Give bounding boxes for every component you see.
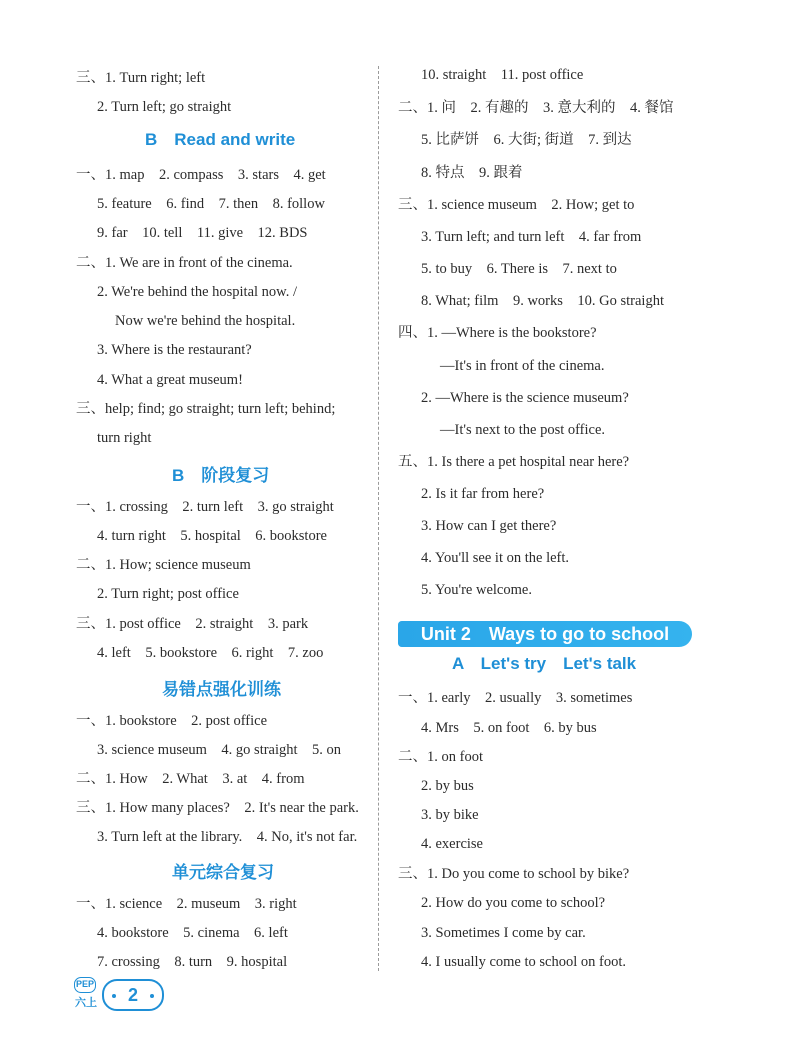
answer-line: 3. by bike — [421, 807, 479, 823]
answer-line: 3. Turn left; and turn left 4. far from — [421, 229, 642, 245]
dot-icon — [112, 994, 116, 998]
answer-line: 8. 特点 9. 跟着 — [421, 165, 523, 181]
answer-line: 3. science museum 4. go straight 5. on — [97, 742, 342, 758]
answer-line: 2. —Where is the science museum? — [421, 390, 629, 406]
answer-line: 2. How do you come to school? — [421, 895, 606, 911]
section-heading-error-training: 易错点强化训练 — [162, 680, 281, 699]
unit-banner: Unit 2 Ways to go to school — [398, 621, 692, 647]
answer-line: 4. What a great museum! — [97, 372, 243, 388]
answer-line: 3. Turn left at the library. 4. No, it's not far. — [97, 829, 358, 845]
column-divider — [378, 66, 379, 971]
answer-line: —It's next to the post office. — [440, 422, 606, 438]
answer-line: 5. 比萨饼 6. 大街; 街道 7. 到达 — [421, 132, 632, 148]
answer-line: 一、1. map 2. compass 3. stars 4. get — [76, 167, 326, 183]
answer-line: 2. Is it far from here? — [421, 486, 545, 502]
answer-line: 3. Where is the restaurant? — [97, 342, 252, 358]
answer-line: 4. exercise — [421, 836, 483, 852]
answer-line: 三、help; find; go straight; turn left; behind; — [76, 401, 336, 417]
answer-line: 4. Mrs 5. on foot 6. by bus — [421, 720, 597, 736]
answer-line: 3. How can I get there? — [421, 518, 557, 534]
section-heading-b-stage-review: B 阶段复习 — [172, 466, 270, 485]
answer-line: —It's in front of the cinema. — [440, 358, 605, 374]
answer-line: 7. crossing 8. turn 9. hospital — [97, 954, 288, 970]
answer-line: 2. by bus — [421, 778, 474, 794]
answer-line: 5. You're welcome. — [421, 582, 532, 598]
answer-line: 9. far 10. tell 11. give 12. BDS — [97, 225, 308, 241]
answer-line: 三、1. How many places? 2. It's near the park. — [76, 800, 359, 816]
answer-line: 一、1. crossing 2. turn left 3. go straight — [76, 499, 334, 515]
answer-line: 4. I usually come to school on foot. — [421, 954, 626, 970]
answer-line: 2. Turn left; go straight — [97, 99, 232, 115]
answer-line: 10. straight 11. post office — [421, 67, 584, 83]
answer-line: 5. feature 6. find 7. then 8. follow — [97, 196, 325, 212]
answer-line: 二、1. 问 2. 有趣的 3. 意大利的 4. 餐馆 — [398, 100, 674, 116]
answer-line: 二、1. How; science museum — [76, 557, 251, 573]
answer-line: 二、1. We are in front of the cinema. — [76, 255, 293, 271]
page-number-pill — [102, 979, 164, 1011]
answer-line: 3. Sometimes I come by car. — [421, 925, 586, 941]
pep-logo: PEP — [74, 977, 96, 993]
answer-line: 四、1. —Where is the bookstore? — [398, 325, 597, 341]
answer-line: 三、1. science museum 2. How; get to — [398, 197, 635, 213]
answer-line: 2. We're behind the hospital now. / — [97, 284, 297, 300]
section-heading-b-read-and-write: B Read and write — [145, 130, 296, 149]
answer-line: 三、1. Turn right; left — [76, 70, 206, 86]
answer-line: 8. What; film 9. works 10. Go straight — [421, 293, 664, 309]
answer-line: 2. Turn right; post office — [97, 586, 239, 602]
answer-line: 一、1. bookstore 2. post office — [76, 713, 268, 729]
answer-line: 一、1. early 2. usually 3. sometimes — [398, 690, 633, 706]
page-number: 2 — [127, 985, 138, 1005]
answer-line: 三、1. post office 2. straight 3. park — [76, 616, 309, 632]
answer-line: 二、1. How 2. What 3. at 4. from — [76, 771, 305, 787]
answer-line: Now we're behind the hospital. — [115, 313, 296, 329]
section-heading-unit-review: 单元综合复习 — [172, 863, 274, 882]
dot-icon — [150, 994, 154, 998]
answer-line: 五、1. Is there a pet hospital near here? — [398, 454, 630, 470]
answer-line: turn right — [97, 430, 152, 446]
answer-line: 一、1. science 2. museum 3. right — [76, 896, 297, 912]
answer-line: 二、1. on foot — [398, 749, 483, 765]
answer-line: 4. turn right 5. hospital 6. bookstore — [97, 528, 327, 544]
answer-line: 4. left 5. bookstore 6. right 7. zoo — [97, 645, 324, 661]
grade-label: 六上 — [75, 997, 97, 1009]
answer-line: 4. bookstore 5. cinema 6. left — [97, 925, 288, 941]
answer-line: 4. You'll see it on the left. — [421, 550, 570, 566]
answer-line: 5. to buy 6. There is 7. next to — [421, 261, 617, 277]
answer-line: 三、1. Do you come to school by bike? — [398, 866, 630, 882]
section-heading-a-lets-try: A Let's try Let's talk — [452, 654, 637, 673]
